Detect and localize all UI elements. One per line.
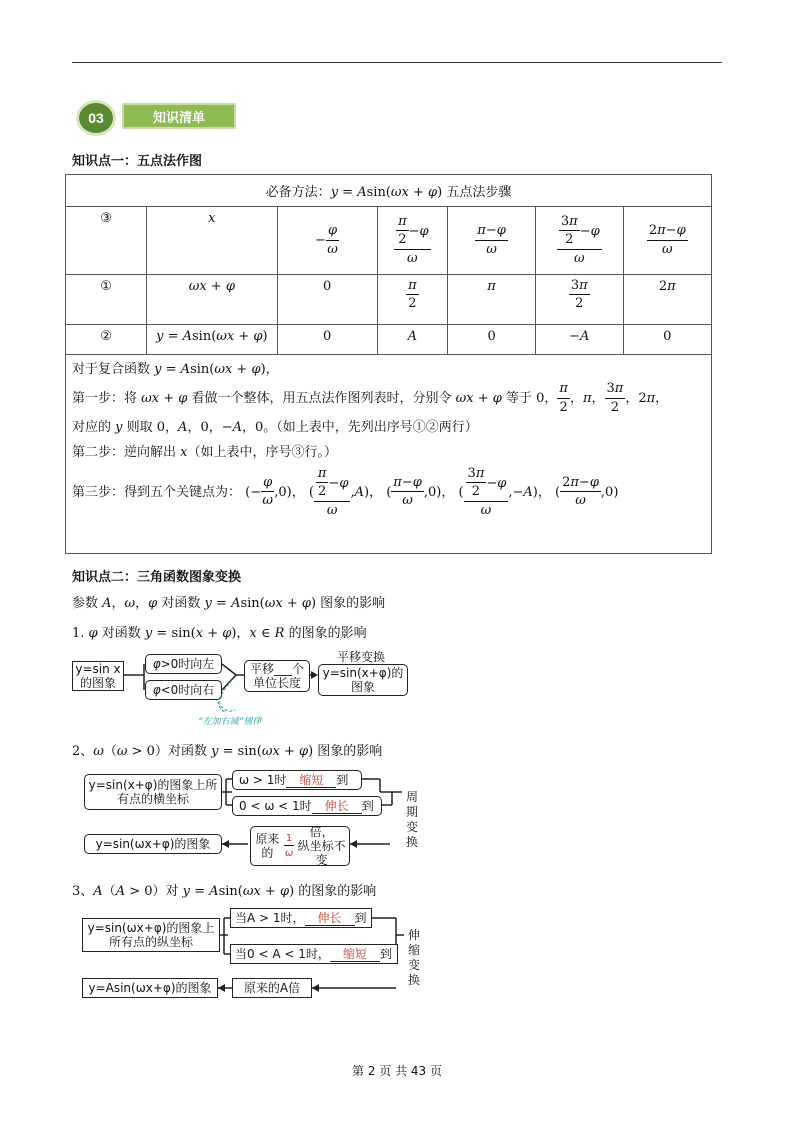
p1-cond2-box: φ <0时向右 [145, 680, 222, 700]
p1-start-box: y=sin x 的图象 [72, 661, 124, 691]
p3-start-box: y=sin(ωx+φ)的图象上所有点的纵坐标 [82, 918, 220, 952]
table-cell: $\frac{3\pi}{2}$ [536, 275, 624, 325]
p2-result-box: y=sin(ωx+φ)的图象 [84, 834, 222, 854]
point2-title: 知识点二：三角函数图象变换 [72, 570, 242, 585]
row-name: ωx + φ [147, 275, 278, 325]
table-cell: 0 [277, 275, 377, 325]
table-cell: −A [536, 325, 624, 355]
table-cell: $\frac{3\pi}{2}$ −φ ω [536, 207, 624, 275]
p3-to1: 到 [354, 911, 367, 925]
table-cell: $\frac{\pi}{2}$ −φ ω [377, 207, 447, 275]
table-header: 必备方法：y = Asin(ωx + φ) 五点法步骤 [66, 175, 712, 207]
p2-transform-label: 周期变换 [405, 790, 418, 849]
row-label: ② [66, 325, 147, 355]
table-cell: $\frac{\pi}{2}$ [377, 275, 447, 325]
section-number-badge: 03 [76, 100, 116, 136]
table-cell: 0 [448, 325, 536, 355]
p1-shift-box: 平移___个单位长度 [244, 660, 310, 692]
note-line1: 对于复合函数 y = Asin(ωx + φ)， [72, 362, 279, 377]
p2-cond2-box [232, 796, 382, 816]
section-title-banner: 知识清单 [122, 103, 236, 129]
p2-fill2: 伸长 [312, 799, 362, 814]
p3-times-box: 原来的A倍 [232, 978, 312, 998]
row-name: y = Asin(ωx + φ) [147, 325, 278, 355]
p3-cond2-label: 当0 < A < 1时， [235, 947, 330, 961]
p2-to1: 到 [336, 773, 349, 787]
p1-result-box: y=sin(x+φ)的图象 [318, 664, 408, 696]
note-step3: 第三步：得到五个关键点为： (− $\frac{\varphi}{\omega}$ ,0)， ( $\frac{\pi}{2}$ −φ ω ,A)， ( $\frac{\pi-\varphi}{\omega}$ ,0)， ( $\frac{3\pi}{2}$ −φ ω ,−A)， ( $\frac{2\pi-\varphi}{\omega}$ ,0) [72, 466, 619, 518]
p3-transform-label: 伸缩变换 [407, 928, 420, 987]
note-step2: 第二步：逆向解出 x（如上表中，序号③行。） [72, 445, 337, 460]
table-cell: 0 [623, 325, 711, 355]
p3-heading: 3、A（A > 0）对 y = Asin(ωx + φ) 的图象的影响 [72, 884, 377, 899]
point1-title: 知识点一：五点法作图 [72, 154, 203, 169]
table-cell: $\frac{\pi-\varphi}{\omega}$ [448, 207, 536, 275]
p3-cond2-box [230, 944, 398, 964]
p3-to2: 到 [379, 947, 392, 961]
table-cell: $\frac{2\pi-\varphi}{\omega}$ [623, 207, 711, 275]
p2-heading: 2、ω（ω > 0）对函数 y = sin(ωx + φ) 图象的影响 [72, 744, 383, 759]
page-footer: 第 2 页 共 43 页 [352, 1064, 442, 1078]
p1-transform-label: 平移变换 [337, 650, 386, 664]
p2-cond1-label: ω > 1时 [239, 773, 287, 787]
p2-fill1: 缩短 [286, 773, 336, 788]
p2-start-box: y=sin(x+φ)的图象上所有点的横坐标 [84, 774, 222, 810]
row-label: ③ [66, 207, 147, 275]
p3-fill2: 缩短 [330, 947, 380, 962]
p2-cond1-box [232, 770, 362, 790]
point2-intro: 参数 A，ω，φ 对函数 y = Asin(ωx + φ) 图象的影响 [72, 596, 386, 611]
p2-cond2-label: 0 < ω < 1时 [239, 799, 312, 813]
note-step1: 第一步：将 ωx + φ 看做一个整体，用五点法作图列表时，分别令 ωx + φ 等于 0， $\frac{\pi}{2}$ ，π， $\frac{3\pi}{2}$ ，2π， [72, 381, 669, 415]
p3-fill1: 伸长 [305, 911, 355, 926]
p2-to2: 到 [361, 799, 374, 813]
table-cell: 0 [277, 325, 377, 355]
p2-times-box: 原来的 $\frac{1}{\omega}$ 倍， 纵坐标不变 [250, 826, 350, 866]
p3-cond1-box [230, 908, 372, 928]
row-name: x [147, 207, 278, 275]
p1-cond1-box: φ >0时向左 [145, 654, 222, 674]
p1-heading: 1. φ 对函数 y = sin(x + φ)，x ∈ R 的图象的影响 [72, 626, 367, 641]
p3-result-box: y=Asin(ωx+φ)的图象 [82, 978, 218, 998]
p1-rule-note: “左加右减”规律 [198, 717, 262, 727]
table-cell: A [377, 325, 447, 355]
row-label: ① [66, 275, 147, 325]
table-cell: 2π [623, 275, 711, 325]
table-cell: − $\frac{\varphi}{\omega}$ [277, 207, 377, 275]
table-cell: π [448, 275, 536, 325]
note-step1b: 对应的 y 则取 0，A，0，−A，0。（如上表中，先列出序号①②两行） [72, 420, 478, 435]
p3-cond1-label: 当A > 1时， [235, 911, 305, 925]
